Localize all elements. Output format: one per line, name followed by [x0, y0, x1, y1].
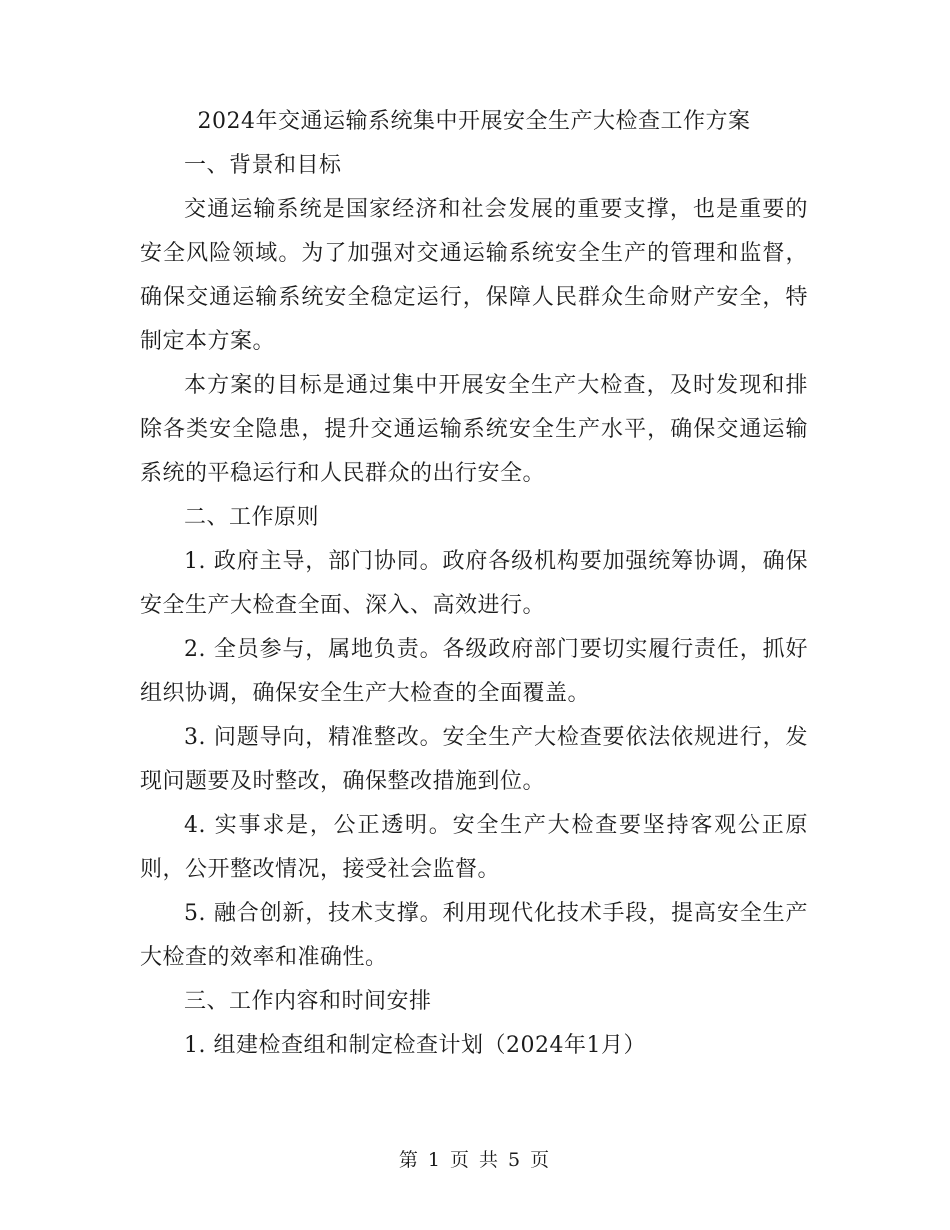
principle-item-5: 5. 融合创新，技术支撑。利用现代化技术手段，提高安全生产大检查的效率和准确性。	[140, 901, 808, 970]
paragraph-background-1: 交通运输系统是国家经济和社会发展的重要支撑，也是重要的安全风险领域。为了加强对交通运输系统安全生产的管理和监督，确保交通运输系统安全稳定运行，保障人民群众生命财产安全，特制定本方案。	[140, 197, 808, 354]
section-heading-principles: 二、工作原则	[184, 505, 320, 530]
principle-item-1: 1. 政府主导，部门协同。政府各级机构要加强统筹协调，确保安全生产大检查全面、深入、高效进行。	[140, 549, 808, 618]
section-heading-background: 一、背景和目标	[184, 153, 342, 178]
principle-item-2: 2. 全员参与，属地负责。各级政府部门要切实履行责任，抓好组织协调，确保安全生产大检查的全面覆盖。	[140, 637, 808, 706]
section-heading-schedule: 三、工作内容和时间安排	[184, 989, 432, 1014]
page-number-footer: 第 1 页 共 5 页	[398, 1149, 552, 1171]
paragraph-background-2: 本方案的目标是通过集中开展安全生产大检查，及时发现和排除各类安全隐患，提升交通运输系统安全生产水平，确保交通运输系统的平稳运行和人民群众的出行安全。	[140, 373, 808, 486]
document-body	[140, 100, 808, 1068]
document-title: 2024年交通运输系统集中开展安全生产大检查工作方案	[197, 109, 751, 134]
principle-item-4: 4. 实事求是，公正透明。安全生产大检查要坚持客观公正原则，公开整改情况，接受社会监督。	[140, 813, 808, 882]
schedule-item-1: 1. 组建检查组和制定检查计划（2024年1月）	[184, 1033, 646, 1058]
principle-item-3: 3. 问题导向，精准整改。安全生产大检查要依法依规进行，发现问题要及时整改，确保整改措施到位。	[140, 725, 808, 794]
